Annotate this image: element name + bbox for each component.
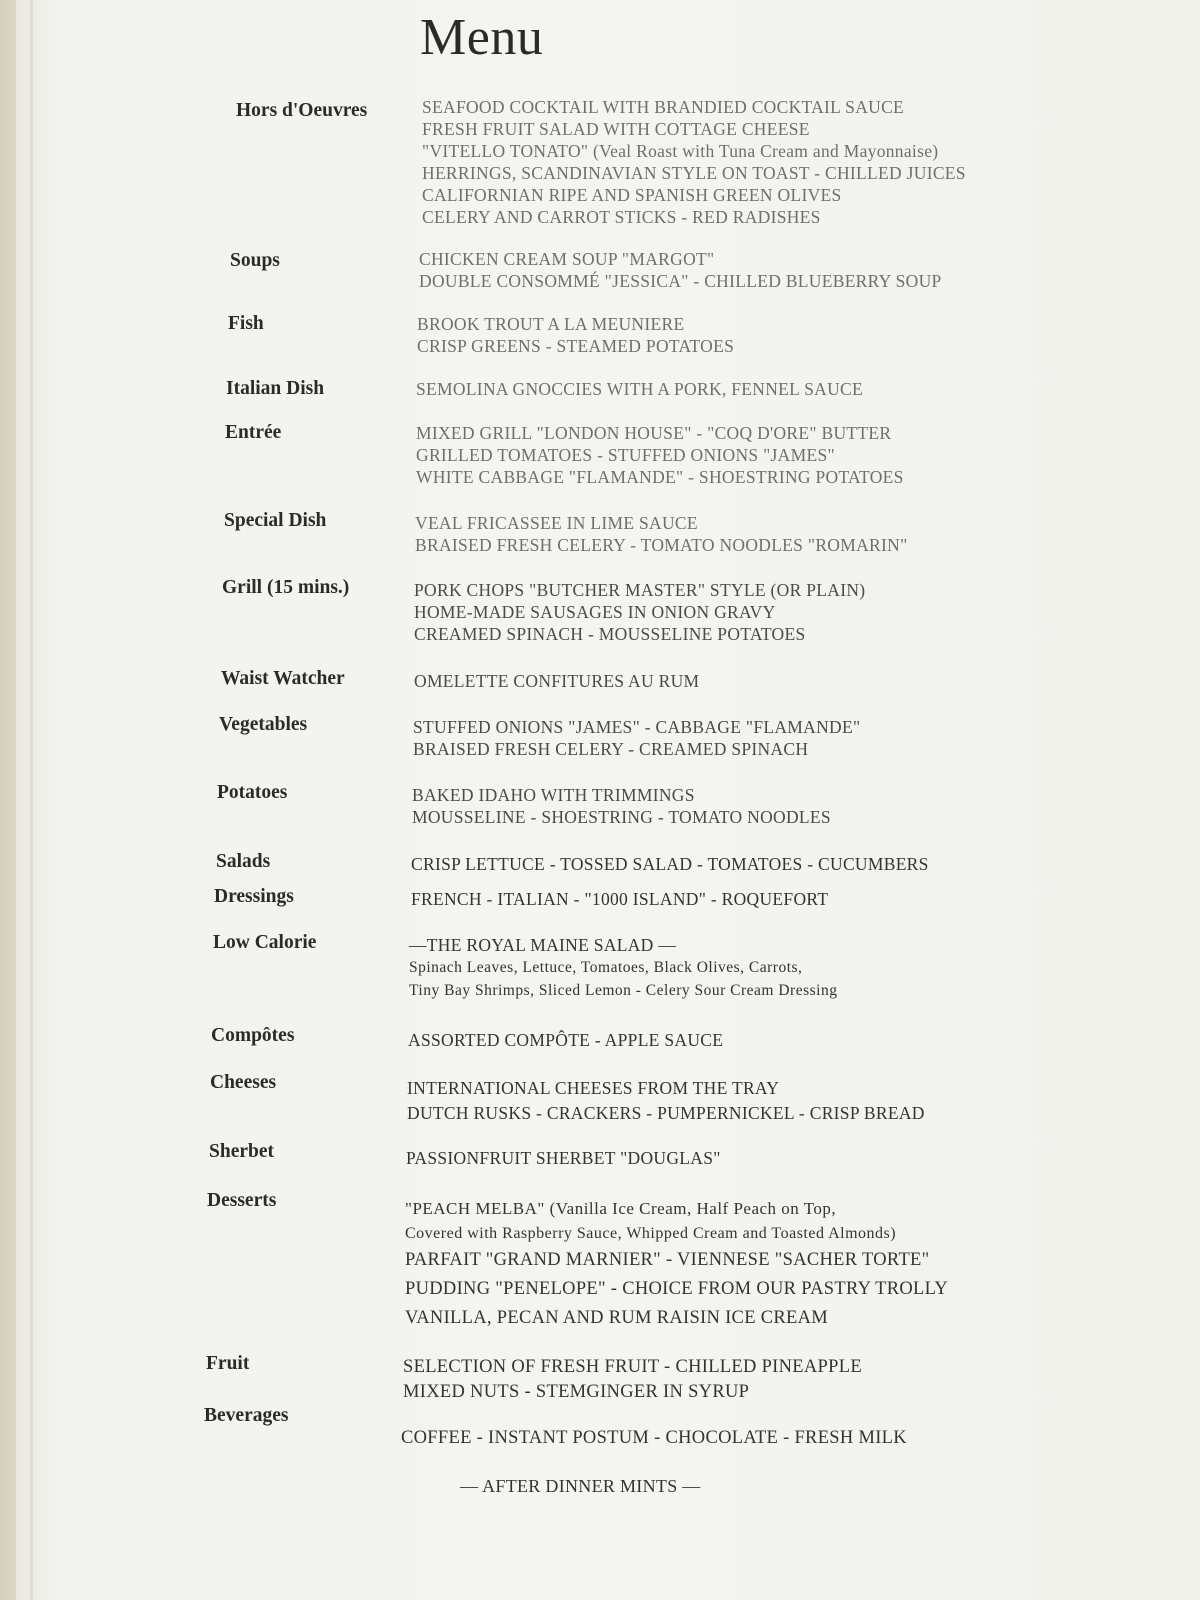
section-label: Entrée bbox=[225, 422, 282, 443]
menu-item-line: SEAFOOD COCKTAIL WITH BRANDIED COCKTAIL SAUCE bbox=[422, 97, 905, 117]
section-label: Soups bbox=[230, 250, 280, 271]
section-label: Sherbet bbox=[209, 1141, 274, 1162]
menu-item-line: VANILLA, PECAN AND RUM RAISIN ICE CREAM bbox=[405, 1308, 829, 1328]
menu-item-line: STUFFED ONIONS "JAMES" - CABBAGE "FLAMANDE" bbox=[413, 717, 861, 737]
menu-item-line: MIXED NUTS - STEMGINGER IN SYRUP bbox=[403, 1382, 750, 1402]
section-label: Hors d'Oeuvres bbox=[236, 100, 368, 121]
menu-item-line: FRESH FRUIT SALAD WITH COTTAGE CHEESE bbox=[422, 119, 810, 139]
menu-item-line: Tiny Bay Shrimps, Sliced Lemon - Celery Sour Cream Dressing bbox=[409, 982, 838, 999]
section-label: Special Dish bbox=[224, 510, 327, 531]
menu-item-line: MOUSSELINE - SHOESTRING - TOMATO NOODLES bbox=[412, 807, 831, 827]
menu-item-line: DOUBLE CONSOMMÉ "JESSICA" - CHILLED BLUEBERRY SOUP bbox=[419, 271, 942, 291]
menu-item-line: WHITE CABBAGE "FLAMANDE" - SHOESTRING POTATOES bbox=[416, 467, 904, 487]
menu-item-line: SEMOLINA GNOCCIES WITH A PORK, FENNEL SAUCE bbox=[416, 379, 864, 399]
menu-item-line: SELECTION OF FRESH FRUIT - CHILLED PINEAPPLE bbox=[403, 1357, 862, 1377]
menu-item-line: COFFEE - INSTANT POSTUM - CHOCOLATE - FRESH MILK bbox=[401, 1428, 907, 1448]
menu-item-line: BROOK TROUT A LA MEUNIERE bbox=[417, 314, 685, 334]
menu-title: Menu bbox=[420, 9, 544, 66]
menu-item-line: CALIFORNIAN RIPE AND SPANISH GREEN OLIVES bbox=[422, 185, 842, 205]
menu-item-line: BAKED IDAHO WITH TRIMMINGS bbox=[412, 785, 695, 805]
menu-item-line: GRILLED TOMATOES - STUFFED ONIONS "JAMES" bbox=[416, 445, 835, 465]
section-label: Beverages bbox=[204, 1405, 289, 1426]
section-label: Waist Watcher bbox=[221, 668, 345, 689]
section-label: Italian Dish bbox=[226, 378, 325, 399]
section-label: Dressings bbox=[214, 886, 294, 907]
menu-item-line: CELERY AND CARROT STICKS - RED RADISHES bbox=[422, 207, 821, 227]
menu-item-line: PUDDING "PENELOPE" - CHOICE FROM OUR PASTRY TROLLY bbox=[405, 1279, 949, 1299]
menu-item-line: DUTCH RUSKS - CRACKERS - PUMPERNICKEL - CRISP BREAD bbox=[407, 1103, 925, 1123]
section-label: Low Calorie bbox=[213, 932, 317, 953]
menu-item-line: —THE ROYAL MAINE SALAD — bbox=[409, 935, 677, 955]
menu-item-line: FRENCH - ITALIAN - "1000 ISLAND" - ROQUEFORT bbox=[411, 889, 829, 909]
section-label: Salads bbox=[216, 851, 271, 872]
section-label: Grill (15 mins.) bbox=[222, 577, 350, 598]
menu-item-line: BRAISED FRESH CELERY - TOMATO NOODLES "ROMARIN" bbox=[415, 535, 908, 555]
menu-item-line: Spinach Leaves, Lettuce, Tomatoes, Black Olives, Carrots, bbox=[409, 959, 803, 976]
menu-item-line: Covered with Raspberry Sauce, Whipped Cream and Toasted Almonds) bbox=[405, 1225, 897, 1242]
menu-item-line: HOME-MADE SAUSAGES IN ONION GRAVY bbox=[414, 602, 776, 622]
menu-item-line: HERRINGS, SCANDINAVIAN STYLE ON TOAST - CHILLED JUICES bbox=[422, 163, 966, 183]
section-label: Fruit bbox=[206, 1353, 250, 1374]
menu-item-line: ASSORTED COMPÔTE - APPLE SAUCE bbox=[408, 1030, 724, 1050]
menu-item-line: MIXED GRILL "LONDON HOUSE" - "COQ D'ORE" BUTTER bbox=[416, 423, 892, 443]
section-label: Fish bbox=[228, 313, 264, 334]
section-label: Compôtes bbox=[211, 1025, 295, 1046]
menu-item-line: CHICKEN CREAM SOUP "MARGOT" bbox=[419, 249, 715, 269]
closing-line: — AFTER DINNER MINTS — bbox=[460, 1476, 701, 1496]
menu-item-line: "PEACH MELBA" (Vanilla Ice Cream, Half Peach on Top, bbox=[405, 1199, 837, 1218]
section-label: Cheeses bbox=[210, 1072, 277, 1093]
menu-item-line: INTERNATIONAL CHEESES FROM THE TRAY bbox=[407, 1078, 780, 1098]
menu-item-line: "VITELLO TONATO" (Veal Roast with Tuna Cream and Mayonnaise) bbox=[422, 141, 939, 161]
menu-item-line: PARFAIT "GRAND MARNIER" - VIENNESE "SACHER TORTE" bbox=[405, 1250, 930, 1270]
menu-item-line: OMELETTE CONFITURES AU RUM bbox=[414, 671, 700, 691]
menu-item-line: CRISP LETTUCE - TOSSED SALAD - TOMATOES - CUCUMBERS bbox=[411, 854, 929, 874]
menu-item-line: VEAL FRICASSEE IN LIME SAUCE bbox=[415, 513, 698, 533]
section-label: Desserts bbox=[207, 1190, 277, 1211]
section-label: Vegetables bbox=[219, 714, 308, 735]
menu-item-line: CREAMED SPINACH - MOUSSELINE POTATOES bbox=[414, 624, 806, 644]
menu-item-line: PASSIONFRUIT SHERBET "DOUGLAS" bbox=[406, 1148, 721, 1168]
menu-item-line: BRAISED FRESH CELERY - CREAMED SPINACH bbox=[413, 739, 809, 759]
section-label: Potatoes bbox=[217, 782, 288, 803]
menu-item-line: PORK CHOPS "BUTCHER MASTER" STYLE (OR PLAIN) bbox=[414, 580, 866, 600]
menu-item-line: CRISP GREENS - STEAMED POTATOES bbox=[417, 336, 735, 356]
